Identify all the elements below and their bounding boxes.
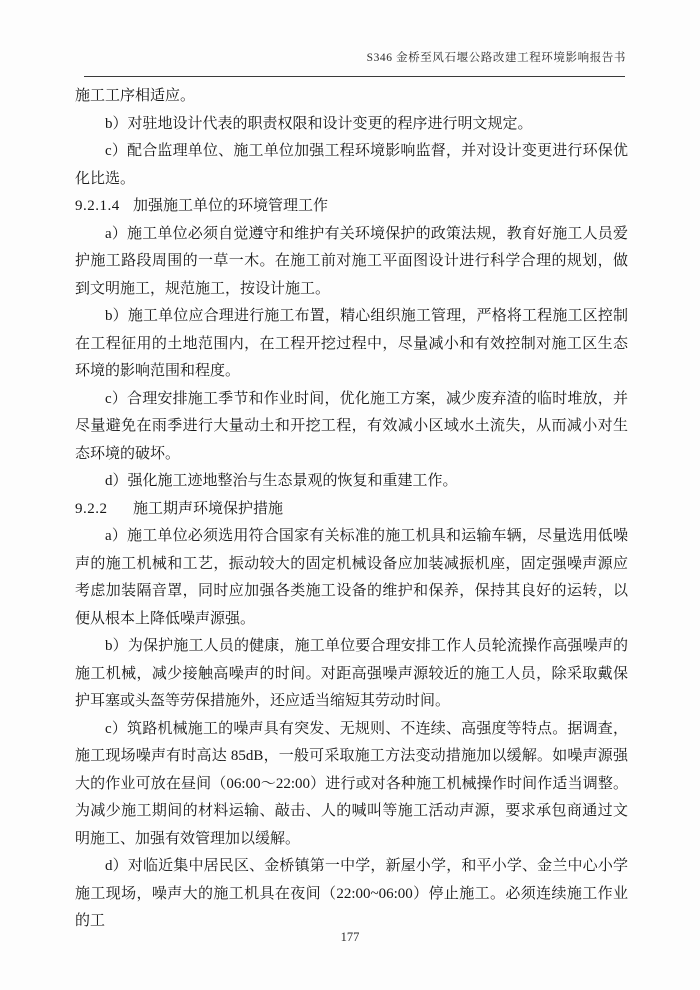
paragraph: 施工工序相适应。 (75, 88, 196, 104)
section-heading (75, 193, 628, 221)
paragraph: a）施工单位必须选用符合国家有关标准的施工机具和运输车辆，尽量选用低噪声的施工机械和工艺，振动较大的固定机械设备应加装减振机座，固定强噪声源应考虑加装隔音罩，同时应加强各类施工设备的维护和保养，保持其良好的运转，以便从根本上降低噪声源强。 (75, 528, 628, 627)
header-rule-divider (84, 76, 625, 77)
paragraph: c）配合监理单位、施工单位加强工程环境影响监督，并对设计变更进行环保优化比选。 (75, 143, 628, 187)
page-number: 177 (340, 930, 360, 944)
paragraph: d）强化施工迹地整治与生态景观的恢复和重建工作。 (105, 473, 458, 489)
paragraph: c）合理安排施工季节和作业时间，优化施工方案，减少废弃渣的临时堆放，并尽量避免在雨季进行大量动土和开挖工程，有效减小区域水土流失，从而减小对生态环境的破坏。 (75, 390, 628, 462)
paragraph: d）对临近集中居民区、金桥镇第一中学，新屋小学，和平小学、金兰中心小学施工现场，噪声大的施工机具在夜间（22:00~06:00）停止施工。必须连续施工作业的工 (75, 858, 628, 929)
paragraph: a）施工单位必须自觉遵守和维护有关环境保护的政策法规，教育好施工人员爱护施工路段周围的一草一木。在施工前对施工平面图设计进行科学合理的规划，做到文明施工，规范施工，按设计施工。 (75, 225, 628, 297)
paragraph: b）施工单位应合理进行施工布置，精心组织施工管理，严格将工程施工区控制在工程征用的土地范围内，在工程开挖过程中，尽量减小和有效控制对施工区生态环境的影响范围和程度。 (75, 308, 628, 379)
running-header: S346 金桥至风石堰公路改建工程环境影响报告书 (366, 52, 626, 64)
section-heading (75, 496, 628, 524)
paragraph: b）为保护施工人员的健康，施工单位要合理安排工作人员轮流操作高强噪声的施工机械，减少接触高噪声的时间。对距高强噪声源较近的施工人员，除采取戴保护耳塞或头盔等劳保措施外，还应适当缩短其劳动时间。 (75, 638, 628, 709)
paragraph: c）筑路机械施工的噪声具有突发、无规则、不连续、高强度等特点。据调查，施工现场噪声有时高达 85dB，一般可采取施工方法变动措施加以缓解。如噪声源强大的作业可放在昼间（06:00～22:00）进行或对各种施工机械操作时间作适当调整。为减少施工期间的材料运输、敲击、人的喊叫等施工活动声源，要求承包商通过文明施工、加强有效管理加以缓解。 (75, 720, 628, 847)
section-number: 9.2.2 (75, 500, 108, 517)
section-title: 加强施工单位的环境管理工作 (133, 198, 329, 214)
section-title: 施工期声环境保护措施 (133, 500, 284, 517)
section-number: 9.2.1.4 (75, 198, 120, 214)
paragraph: b）对驻地设计代表的职责权限和设计变更的程序进行明文规定。 (105, 115, 533, 132)
document-body (75, 83, 628, 936)
